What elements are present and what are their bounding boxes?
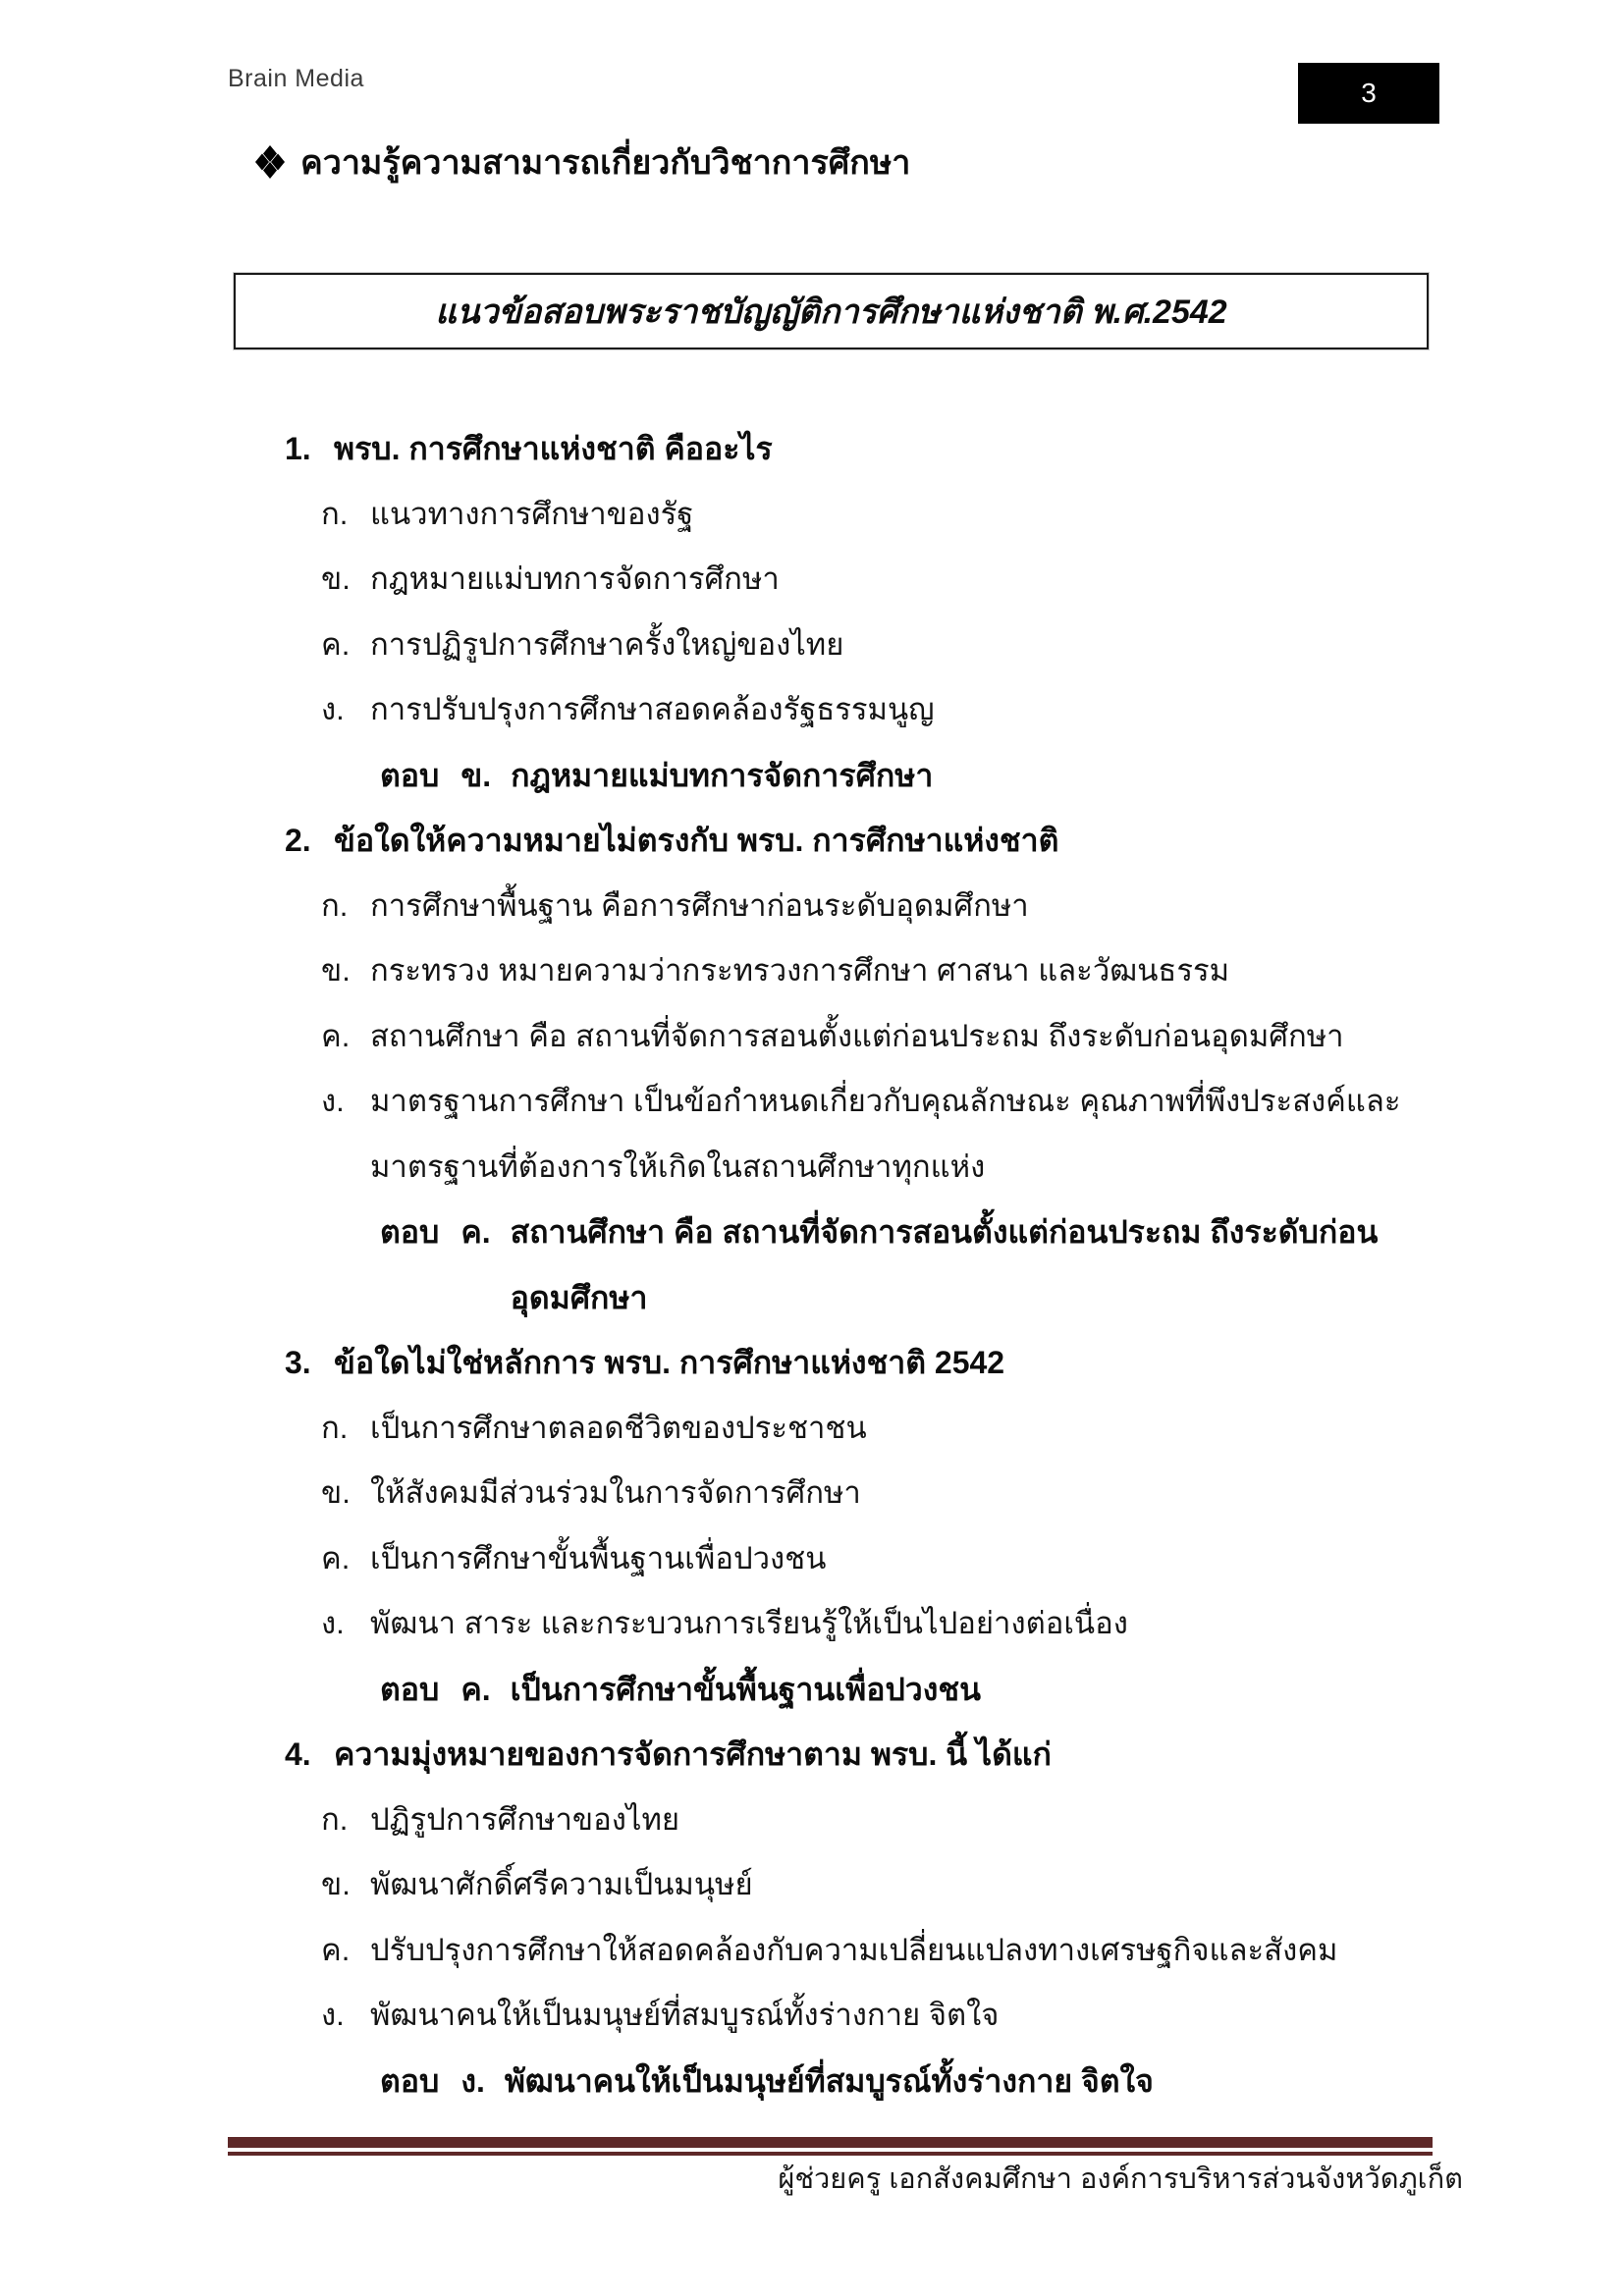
choice-line bbox=[234, 1788, 1473, 1853]
choice-letter: ก. bbox=[321, 496, 349, 531]
question-line bbox=[234, 416, 1473, 482]
choice-letter: ค. bbox=[321, 1540, 351, 1575]
choice-letter: ข. bbox=[321, 1475, 351, 1510]
choice-letter: ค. bbox=[321, 626, 351, 662]
question-line bbox=[234, 1330, 1473, 1396]
question-number: 2. bbox=[285, 823, 311, 858]
choice-text: แนวทางการศึกษาของรัฐ bbox=[370, 496, 694, 531]
questions-list bbox=[234, 416, 1473, 2113]
choice-line bbox=[234, 613, 1473, 678]
choice-line bbox=[234, 1461, 1473, 1526]
choice-text: ปฏิรูปการศึกษาของไทย bbox=[370, 1801, 680, 1837]
question-number: 1. bbox=[285, 431, 311, 466]
choice-line bbox=[234, 1852, 1473, 1918]
choice-text: สถานศึกษา คือ สถานที่จัดการสอนตั้งแต่ก่อนประถม ถึงระดับก่อนอุดมศึกษา bbox=[370, 1018, 1344, 1053]
choice-letter: ก. bbox=[321, 1801, 349, 1837]
question-block bbox=[234, 416, 1473, 808]
answer-label: ตอบ bbox=[380, 757, 440, 793]
answer-letter: ค. bbox=[460, 1214, 491, 1250]
choice-line bbox=[234, 1069, 1473, 1200]
choice-letter: ค. bbox=[321, 1932, 351, 1967]
choice-line bbox=[234, 1983, 1473, 2049]
answer-line bbox=[234, 1657, 1473, 1723]
choice-letter: ก. bbox=[321, 1410, 349, 1445]
answer-letter: ง. bbox=[460, 2062, 485, 2099]
choice-letter: ก. bbox=[321, 887, 349, 923]
four-diamond-icon bbox=[255, 145, 285, 179]
choice-text: เป็นการศึกษาขั้นพื้นฐานเพื่อปวงชน bbox=[370, 1540, 827, 1575]
choice-line bbox=[234, 677, 1473, 743]
question-block bbox=[234, 1330, 1473, 1722]
choice-text: มาตรฐานการศึกษา เป็นข้อกำหนดเกี่ยวกับคุณลักษณะ คุณภาพที่พึงประสงค์และมาตรฐานที่ต้องการให้เกิดในสถานศึกษาทุกแห่ง bbox=[370, 1084, 1401, 1184]
choice-letter: ข. bbox=[321, 953, 351, 988]
section-heading bbox=[255, 135, 910, 188]
choice-text: การปฏิรูปการศึกษาครั้งใหญ่ของไทย bbox=[370, 626, 844, 662]
choice-text: การปรับปรุงการศึกษาสอดคล้องรัฐธรรมนูญ bbox=[370, 692, 935, 726]
question-line bbox=[234, 1722, 1473, 1788]
choice-text: พัฒนา สาระ และกระบวนการเรียนรู้ให้เป็นไปอย่างต่อเนื่อง bbox=[370, 1606, 1128, 1640]
question-text: ข้อใดให้ความหมายไม่ตรงกับ พรบ. การศึกษาแห่งชาติ bbox=[334, 823, 1059, 858]
answer-label: ตอบ bbox=[380, 1671, 440, 1707]
choice-line bbox=[234, 482, 1473, 548]
section-title: ความรู้ความสามารถเกี่ยวกับวิชาการศึกษา bbox=[300, 144, 911, 182]
choice-letter: ข. bbox=[321, 561, 351, 596]
answer-text: สถานศึกษา คือ สถานที่จัดการสอนตั้งแต่ก่อนประถม ถึงระดับก่อนอุดมศึกษา bbox=[510, 1214, 1379, 1315]
choice-text: เป็นการศึกษาตลอดชีวิตของประชาชน bbox=[370, 1410, 867, 1445]
answer-text: พัฒนาคนให้เป็นมนุษย์ที่สมบูรณ์ทั้งร่างกาย จิตใจ bbox=[504, 2062, 1154, 2099]
choice-letter: ข. bbox=[321, 1867, 351, 1901]
choice-text: พัฒนาคนให้เป็นมนุษย์ที่สมบูรณ์ทั้งร่างกาย จิตใจ bbox=[370, 1998, 1000, 2032]
answer-letter: ค. bbox=[460, 1671, 491, 1707]
choice-text: การศึกษาพื้นฐาน คือการศึกษาก่อนระดับอุดมศึกษา bbox=[370, 887, 1029, 923]
answer-label: ตอบ bbox=[380, 1214, 440, 1250]
choice-line bbox=[234, 547, 1473, 613]
answer-line bbox=[234, 743, 1473, 809]
exam-title-box bbox=[234, 273, 1429, 349]
footer-text: ผู้ช่วยครู เอกสังคมศึกษา องค์การบริหารส่วนจังหวัดภูเก็ต bbox=[778, 2163, 1463, 2195]
choice-text: กฎหมายแม่บทการจัดการศึกษา bbox=[370, 561, 780, 596]
question-line bbox=[234, 808, 1473, 874]
choice-text: ปรับปรุงการศึกษาให้สอดคล้องกับความเปลี่ยนแปลงทางเศรษฐกิจและสังคม bbox=[370, 1932, 1338, 1967]
choice-letter: ค. bbox=[321, 1018, 351, 1053]
page-number-badge bbox=[1298, 63, 1439, 124]
choice-line bbox=[234, 1004, 1473, 1070]
answer-line bbox=[234, 1200, 1473, 1330]
choice-letter: ง. bbox=[321, 1998, 345, 2032]
footer-bar-thick bbox=[228, 2137, 1433, 2148]
choice-line bbox=[234, 938, 1473, 1004]
question-text: ความมุ่งหมายของการจัดการศึกษาตาม พรบ. นี้ ได้แก่ bbox=[334, 1736, 1052, 1772]
choice-letter: ง. bbox=[321, 1606, 345, 1640]
question-text: พรบ. การศึกษาแห่งชาติ คืออะไร bbox=[334, 431, 773, 466]
choice-text: พัฒนาศักดิ์ศรีความเป็นมนุษย์ bbox=[370, 1867, 753, 1901]
page-number: 3 bbox=[1361, 78, 1377, 108]
answer-text: เป็นการศึกษาขั้นพื้นฐานเพื่อปวงชน bbox=[510, 1671, 981, 1707]
answer-letter: ข. bbox=[460, 757, 492, 793]
question-number: 4. bbox=[285, 1736, 311, 1772]
question-text: ข้อใดไม่ใช่หลักการ พรบ. การศึกษาแห่งชาติ 2542 bbox=[334, 1345, 1005, 1380]
choice-line bbox=[234, 874, 1473, 939]
choice-letter: ง. bbox=[321, 692, 345, 726]
choice-line bbox=[234, 1526, 1473, 1592]
brand-text: Brain Media bbox=[228, 65, 364, 92]
answer-line bbox=[234, 2049, 1473, 2114]
answer-label: ตอบ bbox=[380, 2062, 440, 2099]
question-number: 3. bbox=[285, 1345, 311, 1380]
choice-text: ให้สังคมมีส่วนร่วมในการจัดการศึกษา bbox=[370, 1475, 861, 1510]
choice-line bbox=[234, 1591, 1473, 1657]
choice-text: กระทรวง หมายความว่ากระทรวงการศึกษา ศาสนา และวัฒนธรรม bbox=[370, 953, 1230, 988]
answer-text: กฎหมายแม่บทการจัดการศึกษา bbox=[511, 757, 934, 793]
choice-line bbox=[234, 1396, 1473, 1462]
question-block bbox=[234, 808, 1473, 1330]
choice-line bbox=[234, 1918, 1473, 1984]
choice-letter: ง. bbox=[321, 1084, 345, 1118]
question-block bbox=[234, 1722, 1473, 2113]
exam-title: แนวข้อสอบพระราชบัญญัติการศึกษาแห่งชาติ พ.ศ.2542 bbox=[435, 294, 1227, 331]
